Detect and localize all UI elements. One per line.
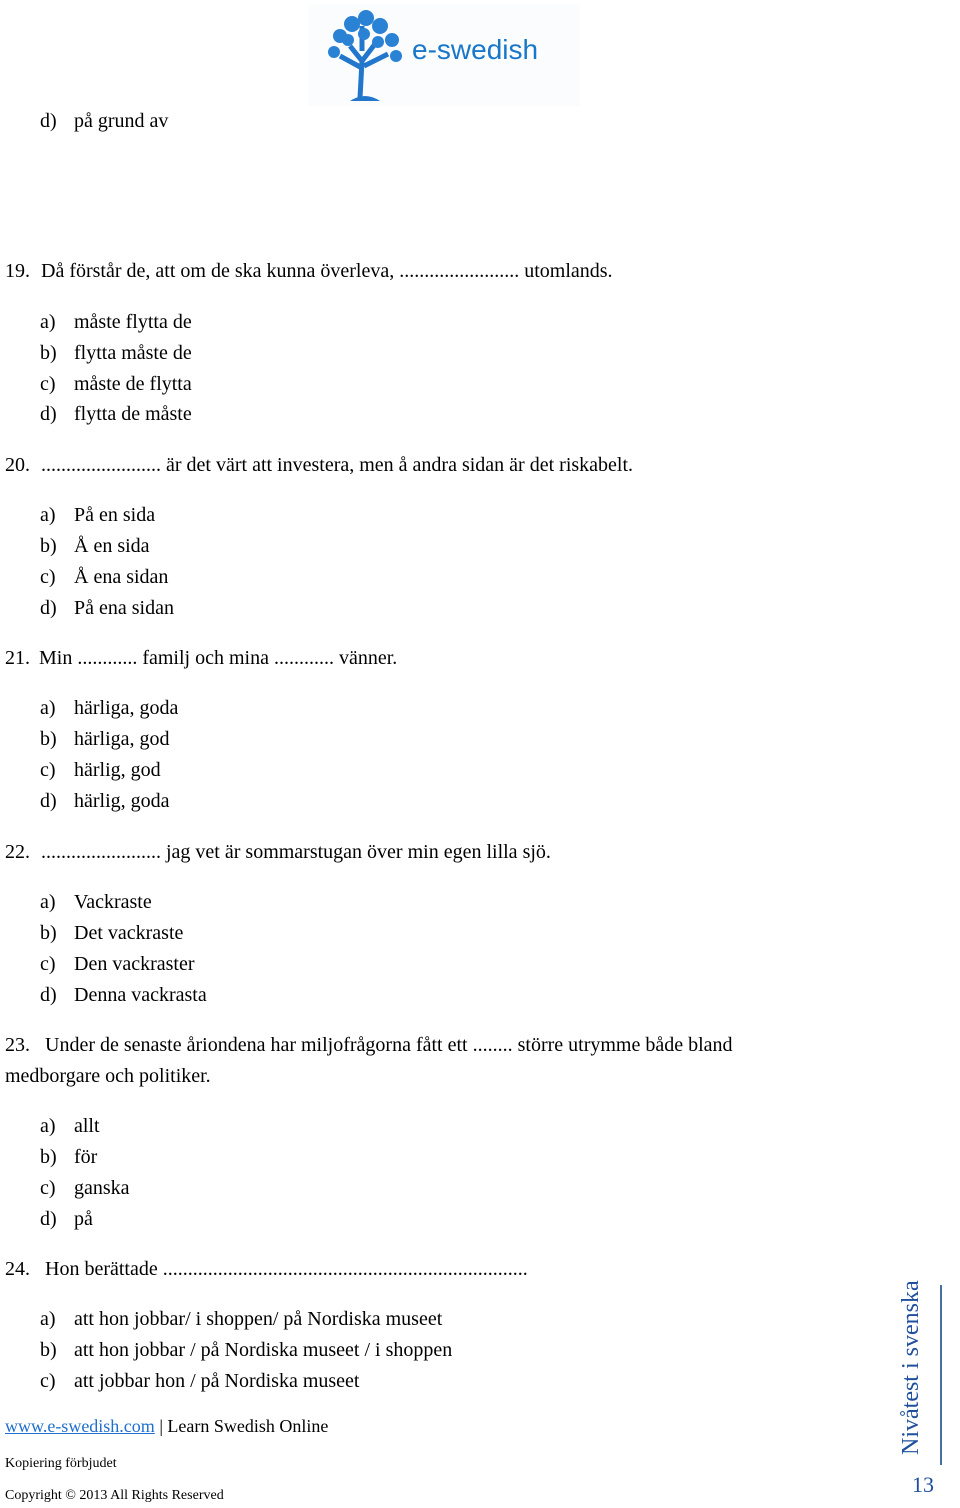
option-c[interactable] xyxy=(40,1369,360,1393)
copy-notice: Kopiering förbjudet xyxy=(5,1456,117,1471)
logo-text: e-swedish xyxy=(412,34,539,65)
tree-icon xyxy=(320,6,410,106)
option-b[interactable] xyxy=(40,727,170,751)
prev-option-d xyxy=(40,109,168,133)
option-letter: b) xyxy=(40,1339,57,1361)
question-number: 23. xyxy=(5,1034,30,1056)
option-letter: b) xyxy=(40,342,57,364)
option-letter: c) xyxy=(40,566,56,588)
option-letter: c) xyxy=(40,373,56,395)
option-d[interactable] xyxy=(40,1207,93,1231)
option-text: att hon jobbar / på Nordiska museet / i shoppen xyxy=(74,1339,453,1361)
question-text: Då förstår de, att om de ska kunna överleva, ........................ utomlands. xyxy=(41,260,613,282)
question-23 xyxy=(5,1033,733,1057)
question-text: Min ............ familj och mina ............ vänner. xyxy=(39,647,398,669)
option-text: På ena sidan xyxy=(74,597,174,619)
question-number: 24. xyxy=(5,1258,30,1280)
option-text: Denna vackrasta xyxy=(74,984,207,1006)
option-c[interactable] xyxy=(40,1176,130,1200)
option-c[interactable] xyxy=(40,372,192,396)
option-c[interactable] xyxy=(40,952,195,976)
question-number: 20. xyxy=(5,454,30,476)
option-letter: b) xyxy=(40,922,57,944)
option-letter: b) xyxy=(40,535,57,557)
option-letter: d) xyxy=(40,403,57,425)
question-19 xyxy=(5,259,613,283)
divider xyxy=(940,1285,942,1465)
option-c[interactable] xyxy=(40,758,161,782)
option-text: flytta måste de xyxy=(74,342,192,364)
option-text: På en sida xyxy=(74,504,156,526)
option-text: ganska xyxy=(74,1177,130,1199)
option-d[interactable] xyxy=(40,789,170,813)
option-text: härliga, goda xyxy=(74,697,179,719)
option-letter: a) xyxy=(40,1308,56,1330)
option-letter: a) xyxy=(40,504,56,526)
option-text: Å ena sidan xyxy=(74,566,169,588)
side-title: Nivåtest i svenska xyxy=(898,1280,924,1455)
question-text: ........................ jag vet är sommarstugan över min egen lilla sjö. xyxy=(41,841,551,863)
question-number: 21. xyxy=(5,647,30,669)
option-text: att jobbar hon / på Nordiska museet xyxy=(74,1370,360,1392)
copyright: Copyright © 2013 All Rights Reserved xyxy=(5,1488,224,1503)
option-letter: a) xyxy=(40,1115,56,1137)
option-text: måste de flytta xyxy=(74,373,192,395)
option-b[interactable] xyxy=(40,341,192,365)
option-letter: c) xyxy=(40,1177,56,1199)
option-a[interactable] xyxy=(40,310,192,334)
option-letter: d) xyxy=(40,110,57,132)
option-letter: a) xyxy=(40,311,56,333)
question-number: 19. xyxy=(5,260,30,282)
footer-line xyxy=(5,1414,328,1438)
option-a[interactable] xyxy=(40,890,152,914)
question-23-line2: medborgare och politiker. xyxy=(5,1065,211,1087)
option-text: Det vackraste xyxy=(74,922,184,944)
option-letter: a) xyxy=(40,697,56,719)
question-text: Hon berättade ......................................................................... xyxy=(45,1258,528,1280)
option-text: för xyxy=(74,1146,98,1168)
option-c[interactable] xyxy=(40,565,168,589)
option-letter: d) xyxy=(40,1208,57,1230)
option-text: att hon jobbar/ i shoppen/ på Nordiska museet xyxy=(74,1308,443,1330)
question-text: Under de senaste åriondena har miljofrågorna fått ett ........ större utrymme både bland xyxy=(45,1034,733,1056)
option-text: allt xyxy=(74,1115,100,1137)
option-a[interactable] xyxy=(40,696,178,720)
footer-tagline: | Learn Swedish Online xyxy=(154,1416,329,1436)
option-b[interactable] xyxy=(40,1145,97,1169)
option-d[interactable] xyxy=(40,596,174,620)
option-letter: d) xyxy=(40,984,57,1006)
option-letter: b) xyxy=(40,728,57,750)
option-b[interactable] xyxy=(40,534,150,558)
option-a[interactable] xyxy=(40,503,155,527)
option-text: härlig, goda xyxy=(74,790,170,812)
question-21 xyxy=(5,646,397,670)
option-text: på xyxy=(74,1208,93,1230)
option-text: härlig, god xyxy=(74,759,161,781)
option-text: på grund av xyxy=(74,110,169,132)
option-text: flytta de måste xyxy=(74,403,192,425)
option-b[interactable] xyxy=(40,1338,452,1362)
option-text: Vackraste xyxy=(74,891,152,913)
page-number: 13 xyxy=(912,1472,934,1497)
option-text: härliga, god xyxy=(74,728,170,750)
question-22 xyxy=(5,840,551,864)
website-link[interactable]: www.e-swedish.com xyxy=(5,1416,155,1436)
option-text: måste flytta de xyxy=(74,311,192,333)
option-text: Å en sida xyxy=(74,535,150,557)
logo xyxy=(308,4,580,106)
option-d[interactable] xyxy=(40,983,207,1007)
question-20 xyxy=(5,453,633,477)
option-b[interactable] xyxy=(40,921,183,945)
option-text: Den vackraster xyxy=(74,953,195,975)
question-number: 22. xyxy=(5,841,30,863)
option-letter: d) xyxy=(40,790,57,812)
option-letter: d) xyxy=(40,597,57,619)
question-text: ........................ är det värt att investera, men å andra sidan är det riskabelt. xyxy=(41,454,634,476)
option-letter: c) xyxy=(40,1370,56,1392)
option-letter: c) xyxy=(40,759,56,781)
question-24 xyxy=(5,1257,528,1281)
option-a[interactable] xyxy=(40,1307,442,1331)
option-d[interactable] xyxy=(40,402,192,426)
option-letter: c) xyxy=(40,953,56,975)
option-letter: b) xyxy=(40,1146,57,1168)
option-a[interactable] xyxy=(40,1114,100,1138)
option-letter: a) xyxy=(40,891,56,913)
